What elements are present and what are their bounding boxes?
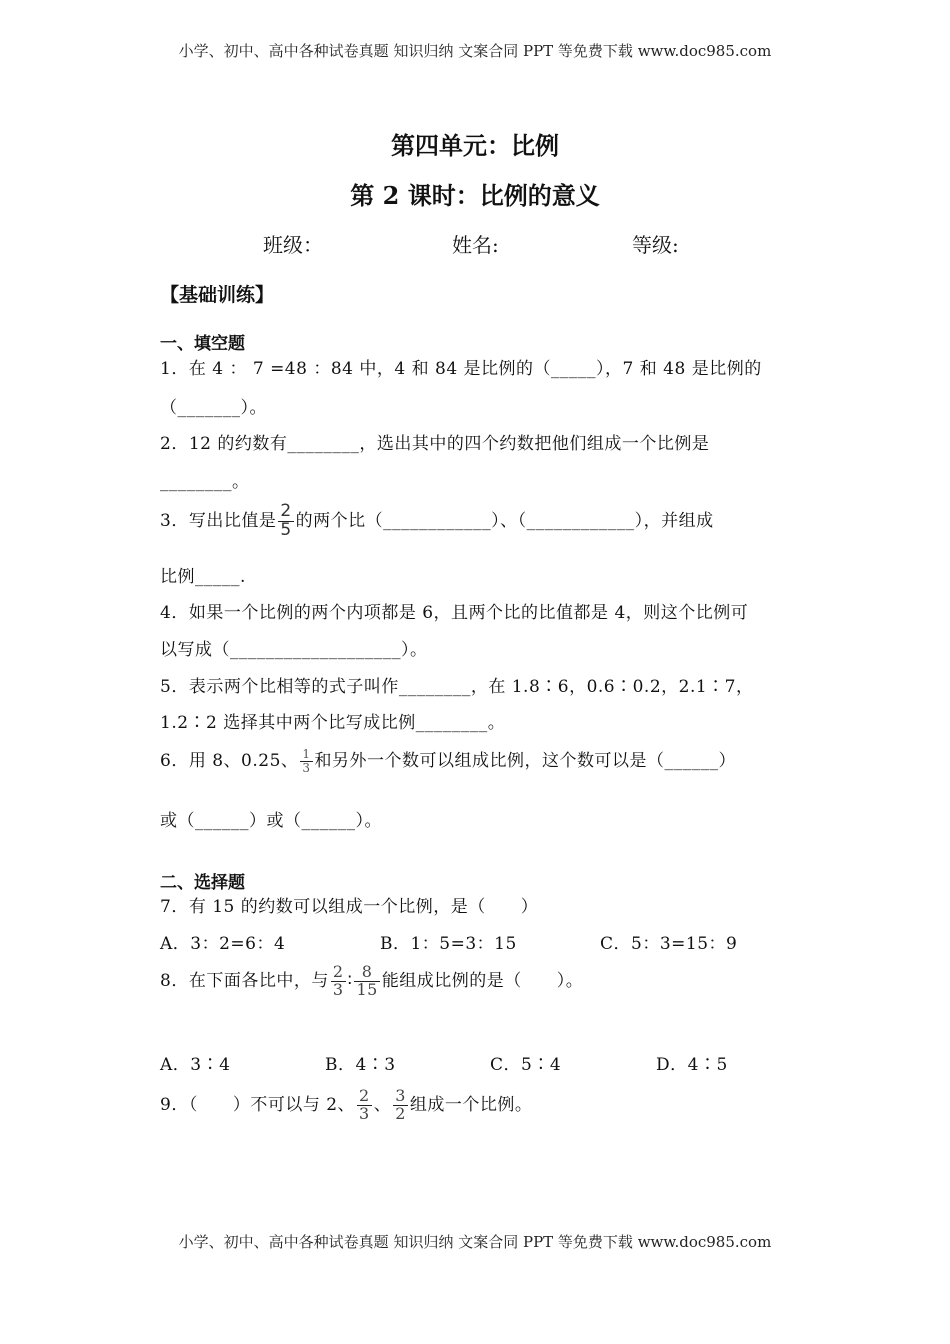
fraction-numerator: 2 — [332, 962, 344, 981]
fill-in-heading: 一、填空题 — [160, 334, 245, 354]
question-7-option-b[interactable]: B．1：5=3：15 — [380, 934, 517, 954]
choice-heading: 二、选择题 — [160, 873, 245, 893]
fraction-denominator: 3 — [302, 761, 311, 775]
section-basic-training: 【基础训练】 — [160, 284, 275, 306]
question-4-line-2: 以写成（___________________）。 — [160, 640, 428, 660]
fraction-denominator: 3 — [359, 1103, 370, 1123]
question-8-option-a[interactable]: A．3∶4 — [160, 1055, 231, 1075]
question-9-pre: 9．（ ）不可以与 2、 — [160, 1094, 356, 1115]
fraction-numerator: 1 — [302, 747, 311, 762]
question-8-post: 能组成比例的是（ ）。 — [381, 970, 584, 991]
question-2-line-2: ________。 — [160, 472, 250, 492]
fraction-denominator: 2 — [395, 1103, 406, 1123]
separator: 、 — [373, 1094, 392, 1115]
question-1-line-1: 1．在 4 ： 7 =48 ：84 中，4 和 84 是比例的（_____），7 和 48 是比例的 — [160, 359, 762, 379]
fraction-8-15 — [354, 964, 379, 999]
question-8-option-b[interactable]: B．4∶3 — [325, 1055, 396, 1075]
question-7-option-c[interactable]: C．5：3=15：9 — [600, 934, 738, 954]
question-2-line-1: 2．12 的约数有________，选出其中的四个约数把他们组成一个比例是 — [160, 434, 710, 454]
question-8-option-c[interactable]: C．5∶4 — [490, 1055, 562, 1075]
question-7: 7．有 15 的约数可以组成一个比例，是（ ） — [160, 897, 539, 917]
class-label: 班级： — [263, 233, 323, 257]
question-3-post: 的两个比（____________）、（____________），并组成 — [295, 510, 714, 531]
question-6-post: 和另外一个数可以组成比例，这个数可以是（______） — [314, 751, 737, 771]
question-9 — [160, 1088, 532, 1123]
question-6-line-2: 或（______）或（______）。 — [160, 811, 382, 831]
fraction-denominator: 5 — [280, 519, 292, 540]
grade-label: 等级: — [632, 233, 679, 257]
ratio-colon: ∶ — [347, 970, 353, 991]
name-label: 姓名: — [452, 233, 499, 257]
fraction-2-3 — [331, 964, 346, 999]
fraction-numerator: 2 — [280, 501, 292, 521]
fraction-2-3 — [357, 1088, 372, 1123]
unit-title: 第四单元：比例 — [391, 131, 559, 160]
question-4-line-1: 4．如果一个比例的两个内项都是 6，且两个比的比值都是 4，则这个比例可 — [160, 603, 749, 623]
fraction-denominator: 15 — [356, 979, 378, 999]
fraction-numerator: 2 — [359, 1086, 370, 1105]
question-3-pre: 3．写出比值是 — [160, 510, 277, 531]
question-6-pre: 6．用 8、0.25、 — [160, 751, 299, 771]
question-5-line-2: 1.2∶2 选择其中两个比写成比例________。 — [160, 713, 506, 733]
question-7-option-a[interactable]: A．3：2=6：4 — [160, 934, 286, 954]
question-1-line-2: （_______）。 — [160, 398, 267, 418]
question-9-post: 组成一个比例。 — [409, 1094, 533, 1115]
question-3-line-2: 比例_____. — [160, 567, 246, 587]
question-3-line-1 — [160, 503, 714, 540]
lesson-title: 第 2 课时：比例的意义 — [350, 181, 600, 210]
question-5-line-1: 5．表示两个比相等的式子叫作________，在 1.8∶6，0.6∶0.2，2.1∶7， — [160, 677, 754, 697]
question-8 — [160, 964, 583, 999]
fraction-2-5 — [278, 503, 293, 540]
question-6-line-1 — [160, 746, 736, 775]
page-header: 小学、初中、高中各种试卷真题 知识归纳 文案合同 PPT 等免费下载 www.doc985.com — [178, 42, 772, 60]
fraction-1-3 — [300, 748, 312, 774]
fraction-denominator: 3 — [332, 979, 344, 999]
fraction-numerator: 8 — [354, 964, 379, 982]
question-8-pre: 8．在下面各比中，与 — [160, 970, 329, 991]
fraction-numerator: 3 — [395, 1086, 406, 1105]
page-footer: 小学、初中、高中各种试卷真题 知识归纳 文案合同 PPT 等免费下载 www.doc985.com — [178, 1233, 772, 1251]
question-8-option-d[interactable]: D．4∶5 — [656, 1055, 728, 1075]
fraction-3-2 — [393, 1088, 408, 1123]
